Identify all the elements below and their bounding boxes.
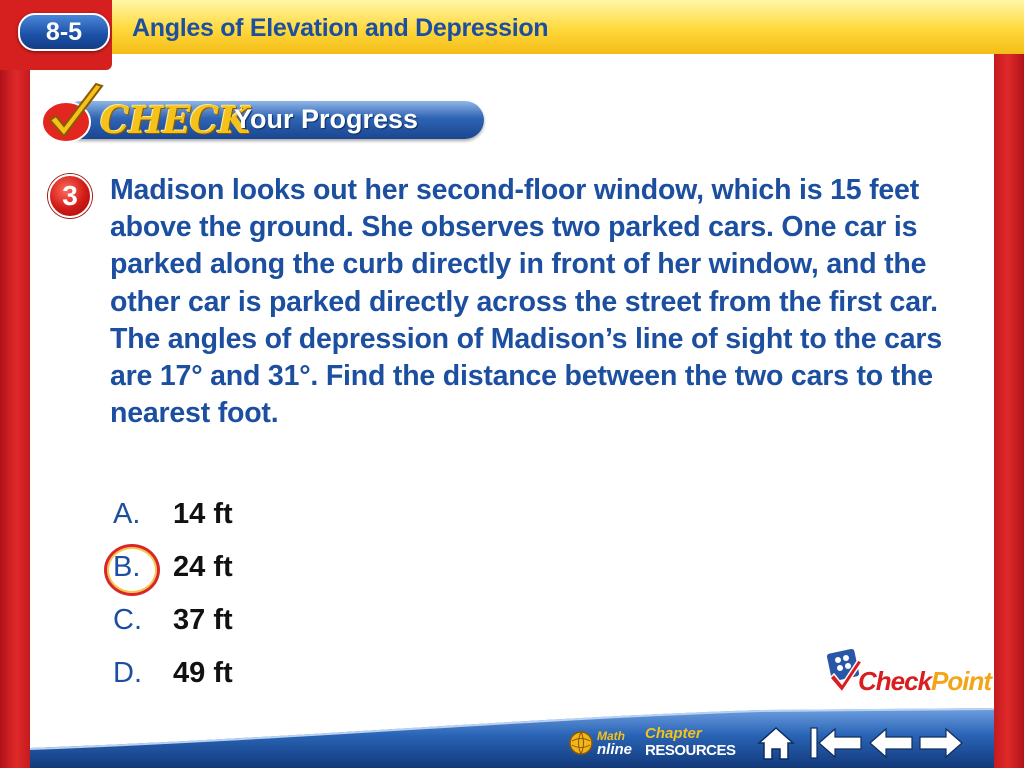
question-text: Madison looks out her second-floor window, which is 15 feet above the ground. She observes two parked cars. One car is parked along the curb directly in front of her window, and the other car is parked directly across the street from the first car. The angles of depression of Madison’s line of sight to the cars are 17° and 31°. Find the distance between the two cars to the nearest foot.: [110, 174, 942, 430]
first-slide-icon: [809, 725, 863, 761]
choice-answer: 49 ft: [173, 657, 233, 689]
home-button[interactable]: [754, 722, 798, 764]
choice-letter: D.: [113, 657, 142, 689]
lesson-number-badge: 8-5: [18, 13, 110, 51]
choice-answer: 37 ft: [173, 604, 233, 636]
choice-c[interactable]: [113, 604, 373, 644]
banner-check-text: CHECK: [100, 98, 250, 142]
previous-slide-icon: [868, 725, 914, 761]
choice-a[interactable]: [113, 498, 373, 538]
next-slide-icon: [918, 725, 964, 761]
question-number-badge: 3: [48, 174, 92, 218]
checkmark-icon: [38, 82, 108, 146]
choice-letter: A.: [113, 498, 141, 530]
choice-answer: 24 ft: [173, 551, 233, 583]
choice-letter: C.: [113, 604, 142, 636]
previous-slide-button[interactable]: [868, 722, 914, 764]
checkpoint-logo: [824, 648, 992, 700]
math-online-button[interactable]: [562, 722, 638, 764]
checkpoint-text: CheckPoint: [858, 666, 992, 696]
choice-b[interactable]: [113, 551, 373, 591]
next-slide-button[interactable]: [918, 722, 964, 764]
chapter-resources-label-top: Chapter: [645, 725, 702, 742]
chapter-resources-label-bottom: RESOURCES: [645, 742, 736, 759]
home-icon: [756, 724, 796, 762]
first-slide-button[interactable]: [808, 722, 864, 764]
chapter-resources-button[interactable]: [645, 722, 743, 764]
globe-icon: [568, 730, 594, 756]
choice-d[interactable]: [113, 657, 373, 697]
lesson-title: Angles of Elevation and Depression: [132, 14, 549, 42]
math-online-label-bottom: nline: [596, 740, 632, 758]
right-frame-border: [994, 0, 1024, 768]
math-online-label-top: Math: [596, 728, 625, 743]
choice-answer: 14 ft: [173, 498, 233, 530]
check-your-progress-banner: [44, 98, 484, 142]
choice-letter: B.: [113, 551, 141, 583]
banner-progress-text: Your Progress: [234, 104, 419, 134]
left-frame-border: [0, 0, 30, 768]
